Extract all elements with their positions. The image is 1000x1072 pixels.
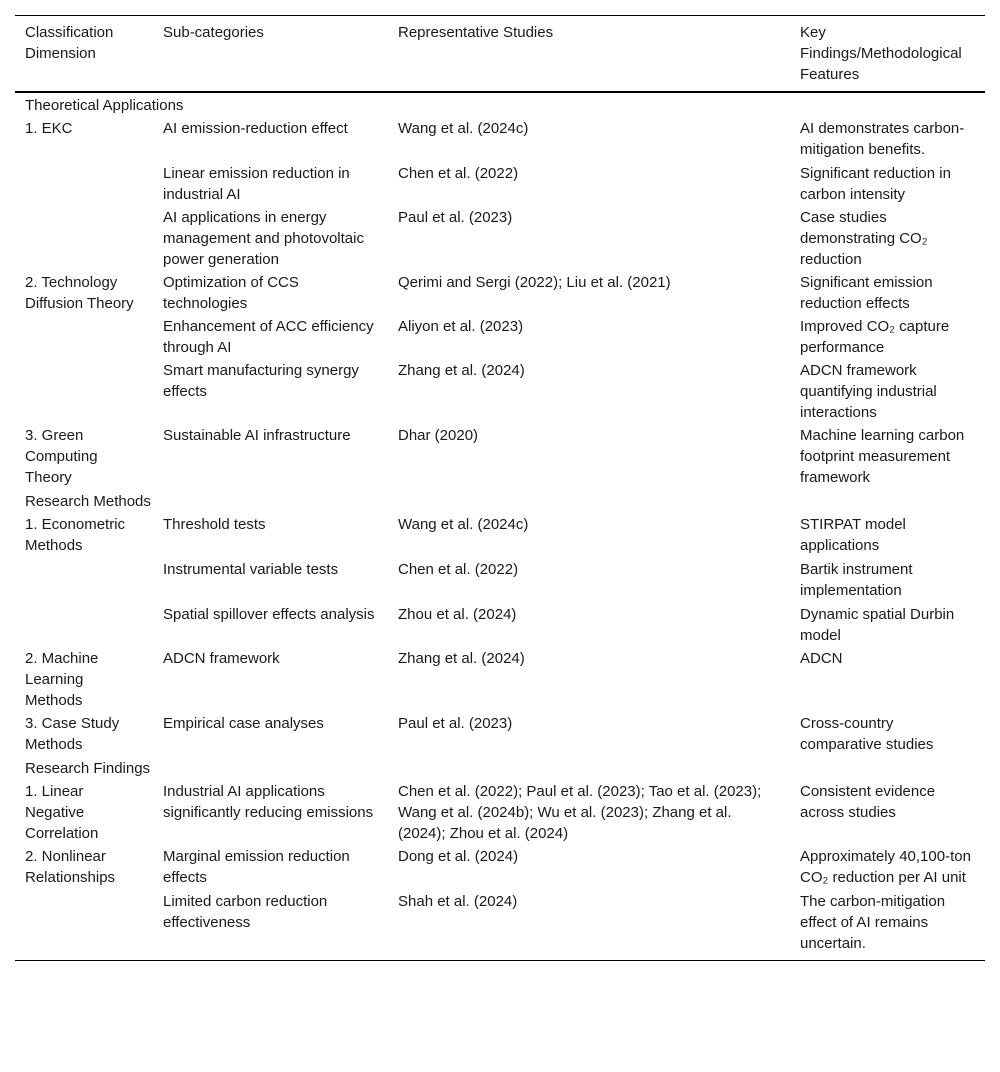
table-row (15, 513, 985, 558)
section-row-research-findings (15, 756, 985, 780)
cell-studies: Zhang et al. (2024) (398, 650, 525, 667)
table-row (15, 117, 985, 162)
cell-findings: Case studies demonstrating CO₂ reduction (800, 209, 928, 268)
table-row (15, 558, 985, 603)
cell-findings: Significant emission reduction effects (800, 274, 933, 312)
section-row-theoretical-applications (15, 92, 985, 117)
table-body (15, 92, 985, 961)
cell-sub-category: Threshold tests (163, 516, 266, 533)
cell-sub-category: Sustainable AI infrastructure (163, 427, 351, 444)
cell-sub-category: AI emission-reduction effect (163, 120, 348, 137)
cell-dimension (15, 359, 153, 424)
cell-findings: Improved CO₂ capture performance (800, 318, 950, 356)
cell-studies: Shah et al. (2024) (388, 890, 790, 961)
cell-dimension: 2. Nonlinear Relationships (25, 848, 116, 886)
cell-sub-category: Smart manufacturing synergy effects (163, 362, 359, 400)
table-row (15, 845, 985, 890)
cell-dimension: 2. Technology Diffusion Theory (25, 274, 134, 312)
header-key-findings: Key Findings/Methodological Features (790, 16, 985, 93)
cell-dimension (15, 558, 153, 603)
cell-sub-category: Optimization of CCS technologies (163, 274, 299, 312)
cell-studies: Chen et al. (2022) (398, 165, 519, 182)
cell-dimension: 3. Case Study Methods (25, 715, 120, 753)
cell-findings: Approximately 40,100-ton CO₂ reduction per AI unit (800, 848, 971, 886)
section-title: Research Methods (25, 493, 151, 510)
table-row (15, 780, 985, 845)
cell-sub-category: Linear emission reduction in industrial AI (163, 165, 350, 203)
cell-dimension: 1. Econometric Methods (25, 516, 126, 554)
table-row (15, 603, 985, 647)
cell-dimension: 3. Green Computing Theory (25, 427, 98, 486)
cell-studies: Aliyon et al. (2023) (398, 318, 524, 335)
table-row (15, 359, 985, 424)
cell-findings: Machine learning carbon footprint measurement framework (800, 427, 965, 486)
cell-dimension (15, 603, 153, 647)
cell-sub-category: Enhancement of ACC efficiency through AI (163, 318, 374, 356)
cell-findings: Consistent evidence across studies (800, 783, 936, 821)
cell-sub-category: Limited carbon reduction effectiveness (153, 890, 388, 961)
cell-dimension: 2. Machine Learning Methods (25, 650, 99, 709)
cell-findings: AI demonstrates carbon-mitigation benefits. (800, 120, 965, 158)
header-row (15, 16, 985, 93)
section-title: Theoretical Applications (25, 97, 184, 114)
cell-studies: Qerimi and Sergi (2022); Liu et al. (2021) (398, 274, 671, 291)
cell-sub-category: Marginal emission reduction effects (163, 848, 350, 886)
header-sub-categories: Sub-categories (153, 16, 388, 93)
cell-findings: Significant reduction in carbon intensity (800, 165, 951, 203)
cell-studies: Paul et al. (2023) (398, 715, 513, 732)
table-row (15, 162, 985, 206)
classification-table-container (15, 15, 985, 961)
cell-findings: ADCN (800, 650, 843, 667)
table-row (15, 424, 985, 489)
cell-sub-category: Instrumental variable tests (163, 561, 339, 578)
cell-studies: Zhang et al. (2024) (398, 362, 525, 379)
cell-studies: Wang et al. (2024c) (398, 516, 529, 533)
classification-table (15, 15, 985, 961)
cell-dimension (15, 162, 153, 206)
cell-findings: STIRPAT model applications (800, 516, 906, 554)
cell-sub-category: Empirical case analyses (163, 715, 324, 732)
section-title: Research Findings (25, 760, 151, 777)
table-row (15, 315, 985, 359)
cell-findings: The carbon-mitigation effect of AI remains uncertain. (790, 890, 985, 961)
cell-sub-category: AI applications in energy management and photovoltaic power generation (163, 209, 364, 268)
cell-studies: Paul et al. (2023) (398, 209, 513, 226)
header-representative-studies: Representative Studies (388, 16, 790, 93)
table-row (15, 647, 985, 712)
cell-dimension: 1. Linear Negative Correlation (25, 783, 99, 842)
cell-studies: Wang et al. (2024c) (398, 120, 529, 137)
cell-dimension (15, 315, 153, 359)
cell-dimension (15, 890, 153, 961)
table-row (15, 712, 985, 756)
cell-studies: Dhar (2020) (398, 427, 479, 444)
cell-findings: Bartik instrument implementation (800, 561, 913, 599)
cell-findings: ADCN framework quantifying industrial interactions (800, 362, 937, 421)
cell-sub-category: ADCN framework (163, 650, 280, 667)
cell-studies: Zhou et al. (2024) (398, 606, 517, 623)
cell-sub-category: Industrial AI applications significantly reducing emissions (163, 783, 374, 821)
table-row (15, 206, 985, 271)
section-row-research-methods (15, 489, 985, 513)
cell-dimension (15, 206, 153, 271)
cell-findings: Dynamic spatial Durbin model (800, 606, 955, 644)
header-classification-dimension: Classification Dimension (15, 16, 153, 93)
cell-studies: Dong et al. (2024) (398, 848, 519, 865)
cell-sub-category: Spatial spillover effects analysis (163, 606, 375, 623)
table-row (15, 890, 985, 961)
table-row (15, 271, 985, 315)
cell-dimension: 1. EKC (25, 120, 73, 137)
cell-studies: Chen et al. (2022); Paul et al. (2023); Tao et al. (2023); Wang et al. (2024b); Wu et al. (2023); Zhang et al. (2024); Zhou et al. (2024) (398, 783, 762, 842)
cell-studies: Chen et al. (2022) (398, 561, 519, 578)
table-header (15, 16, 985, 93)
cell-findings: Cross-country comparative studies (800, 715, 934, 753)
